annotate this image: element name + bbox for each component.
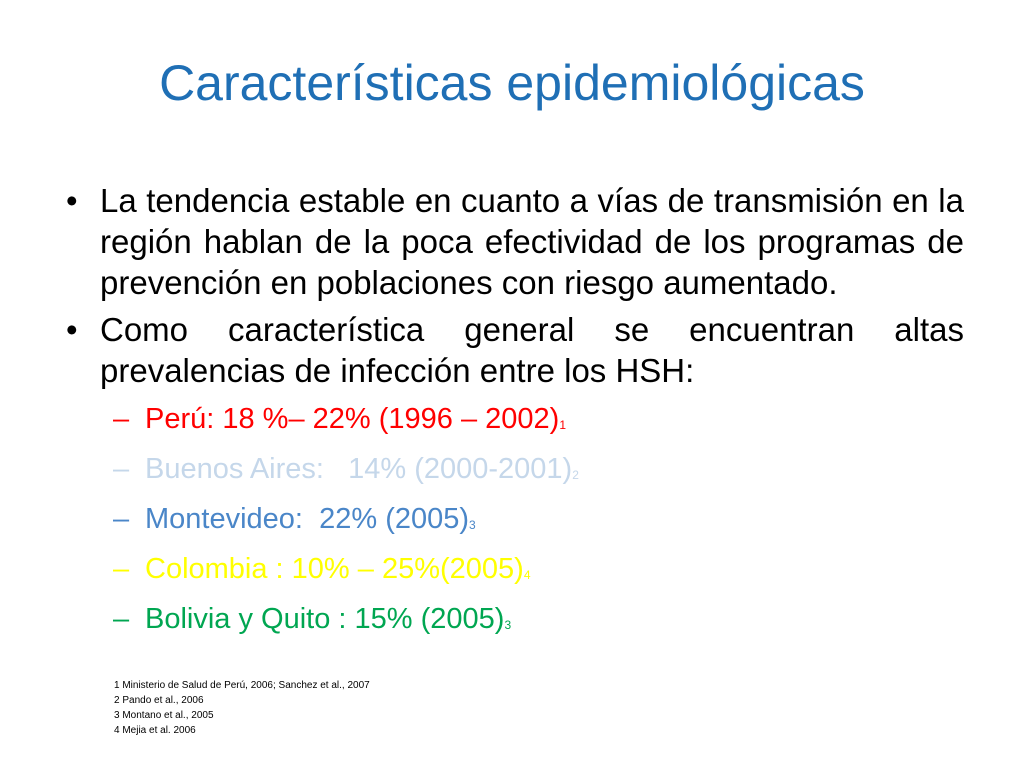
reference-line: 3 Montano et al., 2005 xyxy=(114,710,214,721)
bullet-item xyxy=(66,309,964,391)
sub-item-marker: – xyxy=(113,553,130,585)
reference-line: 1 Ministerio de Salud de Perú, 2006; Sanchez et al., 2007 xyxy=(114,680,370,691)
sub-item-marker: – xyxy=(113,503,130,535)
sub-item-marker: – xyxy=(113,403,130,435)
references xyxy=(114,678,370,738)
bullet-item xyxy=(66,180,964,303)
slide-title: Características epidemiológicas xyxy=(159,55,865,111)
bullet-text: Como característica general se encuentran altas prevalencias de infección entre los HSH: xyxy=(100,311,964,389)
sub-item-buenos-aires xyxy=(113,447,964,497)
sub-item-text: Montevideo: 22% (2005) xyxy=(145,503,470,535)
sub-item-marker: – xyxy=(113,453,130,485)
sub-item-marker: – xyxy=(113,603,130,635)
bullet-marker: • xyxy=(66,311,78,348)
sub-item-text: Perú: 18 %– 22% (1996 – 2002) xyxy=(145,403,560,435)
sub-item-peru xyxy=(113,397,964,447)
reference-number: 3 xyxy=(469,518,476,532)
sub-item-bolivia-quito xyxy=(113,597,964,647)
reference-number: 1 xyxy=(559,418,567,432)
sub-item-text: Bolivia y Quito : 15% (2005) xyxy=(145,603,505,635)
sub-item-colombia xyxy=(113,547,964,597)
sub-item-montevideo xyxy=(113,497,964,547)
reference-line: 2 Pando et al., 2006 xyxy=(114,695,204,706)
slide-body xyxy=(66,180,964,647)
bullet-marker: • xyxy=(66,182,78,219)
sub-item-text: Colombia : 10% – 25%(2005) xyxy=(145,553,524,585)
sub-item-text: Buenos Aires: 14% (2000-2001) xyxy=(145,453,573,485)
reference-number: 2 xyxy=(572,468,579,482)
reference-number: 3 xyxy=(504,618,512,632)
reference-line: 4 Mejia et al. 2006 xyxy=(114,725,196,736)
bullet-text: La tendencia estable en cuanto a vías de transmisión en la región hablan de la poca efectividad de los programas de prevención en poblaciones con riesgo aumentado. xyxy=(100,182,964,301)
reference-number: 4 xyxy=(523,568,531,582)
